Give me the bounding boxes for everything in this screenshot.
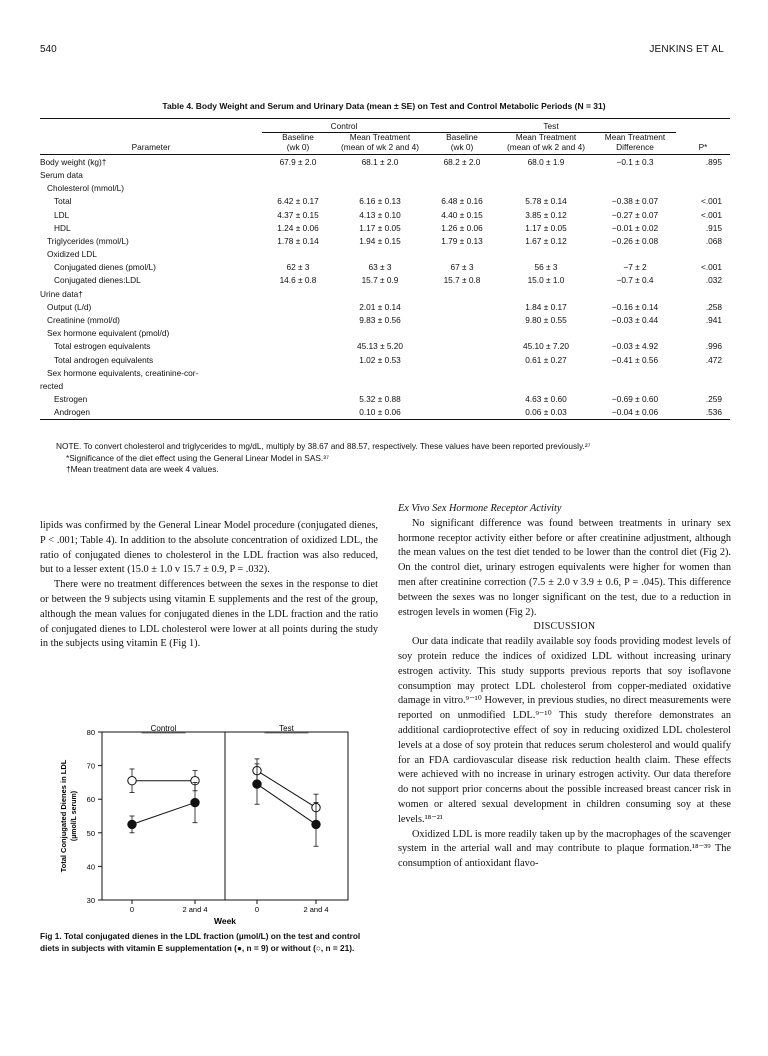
col-header-control-baseline: Baseline (wk 0) <box>282 132 314 152</box>
cell-test-mean: 0.61 ± 0.27 <box>525 354 567 365</box>
cell-difference <box>594 366 676 379</box>
y-axis-unit: (µmol/L serum) <box>71 790 78 842</box>
cell-test-baseline: 4.40 ± 0.15 <box>441 209 483 220</box>
row-label: Output (L/d) <box>47 301 92 312</box>
row-label: Serum data <box>40 169 83 180</box>
cell-test-baseline <box>426 313 498 326</box>
cell-p: .915 <box>705 222 723 233</box>
figure-1-chart <box>56 724 356 929</box>
cell-control-baseline: 6.42 ± 0.17 <box>277 196 319 207</box>
cell-test-mean: 68.0 ± 1.9 <box>527 156 565 167</box>
left-column-text <box>40 519 378 652</box>
page-number: 540 <box>40 44 57 55</box>
cell-control-mean: 1.02 ± 0.53 <box>359 354 401 365</box>
cell-p <box>676 366 730 379</box>
col-header-difference: Mean Treatment Difference <box>604 132 666 152</box>
cell-p <box>676 287 730 300</box>
cell-difference: −0.41 ± 0.56 <box>611 354 659 365</box>
cell-control-baseline <box>262 353 334 366</box>
cell-test-baseline: 1.79 ± 0.13 <box>441 235 483 246</box>
cell-control-baseline <box>262 182 334 195</box>
cell-control-baseline: 67.9 ± 2.0 <box>279 156 317 167</box>
cell-difference: −0.7 ± 0.4 <box>616 275 654 286</box>
cell-test-mean <box>498 287 594 300</box>
cell-p <box>676 327 730 340</box>
x-axis-label: Week <box>213 916 237 926</box>
cell-control-baseline: 1.78 ± 0.14 <box>277 235 319 246</box>
cell-test-baseline <box>426 327 498 340</box>
paragraph: Oxidized LDL is more readily taken up by the macrophages of the scavenger system in the arterial wall and may contribute to plaque formation.¹⁸⁻³⁹ The consumption of antioxidant flavo- <box>398 828 731 870</box>
cell-test-mean <box>498 366 594 379</box>
row-label: Triglycerides (mmol/L) <box>47 235 129 246</box>
cell-test-baseline: 6.48 ± 0.16 <box>441 196 483 207</box>
cell-test-mean: 4.63 ± 0.60 <box>525 394 567 405</box>
cell-test-baseline: 68.2 ± 2.0 <box>443 156 481 167</box>
cell-control-mean: 2.01 ± 0.14 <box>359 301 401 312</box>
table-row <box>40 221 730 234</box>
cell-test-baseline <box>426 287 498 300</box>
cell-test-baseline: 15.7 ± 0.8 <box>443 275 481 286</box>
running-head: JENKINS ET AL <box>649 44 724 55</box>
cell-control-baseline <box>262 327 334 340</box>
col-header-parameter: Parameter <box>131 141 171 152</box>
cell-test-mean <box>498 379 594 392</box>
cell-difference: −0.27 ± 0.07 <box>611 209 659 220</box>
cell-p: .472 <box>705 354 723 365</box>
table-notes <box>56 441 726 476</box>
cell-p: <.001 <box>701 209 723 220</box>
table-row <box>40 340 730 353</box>
table-row <box>40 234 730 247</box>
cell-difference: −0.16 ± 0.14 <box>611 301 659 312</box>
cell-control-mean: 68.1 ± 2.0 <box>361 156 399 167</box>
cell-difference <box>594 248 676 261</box>
cell-test-baseline <box>426 340 498 353</box>
row-label: Conjugated dienes (pmol/L) <box>54 262 156 273</box>
section-heading: DISCUSSION <box>533 621 596 633</box>
table-row <box>40 155 730 169</box>
row-label: Total androgen equivalents <box>54 354 154 365</box>
cell-difference <box>594 287 676 300</box>
cell-test-mean: 5.78 ± 0.14 <box>525 196 567 207</box>
group-header-test: Test <box>426 119 676 133</box>
cell-test-baseline <box>426 379 498 392</box>
cell-p <box>676 168 730 181</box>
cell-control-mean <box>334 379 426 392</box>
table-row <box>40 366 730 379</box>
group-header-control: Control <box>262 119 426 133</box>
row-label: Androgen <box>54 407 90 418</box>
cell-difference: −0.1 ± 0.3 <box>616 156 654 167</box>
table-footnote: †Mean treatment data are week 4 values. <box>66 464 219 474</box>
row-label: Creatinine (mmol/d) <box>47 315 120 326</box>
data-point-filled <box>253 780 261 788</box>
x-tick-label: 0 <box>254 905 260 914</box>
paragraph: lipids was confirmed by the General Linear Model procedure (conjugated dienes, P < .001; Table 4). In addition to the absolute concentration of oxidized LDL, the ratio of conjugated dienes to cholesterol in the LDL fraction was also reduced, but to a lesser extent (15.0 ± 1.0 v 15.7 ± 0.9, P = .032). <box>40 520 378 576</box>
table-row <box>40 406 730 420</box>
col-header-p: P* <box>698 141 708 152</box>
data-point-filled <box>191 798 199 806</box>
cell-control-baseline: 62 ± 3 <box>286 262 310 273</box>
col-header-test-baseline: Baseline (wk 0) <box>446 132 478 152</box>
cell-control-baseline: 1.24 ± 0.06 <box>277 222 319 233</box>
cell-control-baseline <box>262 366 334 379</box>
cell-control-baseline <box>262 379 334 392</box>
cell-control-mean: 45.13 ± 5.20 <box>356 341 404 352</box>
series-line-filled <box>132 803 195 825</box>
data-point-open <box>128 777 136 785</box>
row-label: Cholesterol (mmol/L) <box>47 183 124 194</box>
cell-difference <box>594 182 676 195</box>
table-row <box>40 261 730 274</box>
cell-difference <box>594 327 676 340</box>
cell-test-mean: 45.10 ± 7.20 <box>522 341 570 352</box>
cell-control-mean <box>334 182 426 195</box>
y-axis-label: Total Conjugated Dienes in LDL <box>59 759 68 873</box>
cell-p <box>676 379 730 392</box>
table-caption: Table 4. Body Weight and Serum and Urinary Data (mean ± SE) on Test and Control Metabolic Periods (N = 31) <box>162 101 606 111</box>
col-header-test-mean: Mean Treatment (mean of wk 2 and 4) <box>507 132 585 152</box>
cell-p <box>676 182 730 195</box>
cell-control-mean <box>334 248 426 261</box>
cell-p: .258 <box>705 301 723 312</box>
table-row <box>40 287 730 300</box>
cell-control-baseline <box>262 300 334 313</box>
paragraph: Our data indicate that readily available soy foods providing modest levels of soy protein reduce the indices of oxidized LDL without increasing urinary estrogen activity. This study supports previous reports that soy isoflavone consumption may protect LDL cholesterol from copper-mediated oxidative damage in vitro.⁹⁻¹⁰ However, in previous studies, no direct measurements were reported on unmodified LDL.⁹⁻¹⁰ This study therefore demonstrates an additional cardioprotective effect of soy in reducing oxidized LDL cholesterol levels at a dose of soy protein that reduces serum cholesterol and would qualify for an FDA cardiovascular disease risk reduction health claim. These effects were achieved with no increase in urinary estrogen activity. Our data therefore do not support prior concerns about the possible increased breast cancer risk in women or altered sexual development in children consuming soy at these levels.¹⁸⁻²¹ <box>398 636 731 825</box>
panel-title-control: Control <box>150 724 177 733</box>
cell-test-mean <box>498 168 594 181</box>
cell-test-baseline <box>426 168 498 181</box>
table-row <box>40 300 730 313</box>
cell-test-mean <box>498 327 594 340</box>
cell-p: .536 <box>705 407 723 418</box>
row-label: Total <box>54 196 72 207</box>
cell-p: .068 <box>705 235 723 246</box>
cell-difference: −0.01 ± 0.02 <box>611 222 659 233</box>
cell-control-mean <box>334 327 426 340</box>
y-tick-label: 70 <box>86 761 95 771</box>
y-tick-label: 80 <box>86 728 95 737</box>
table-row <box>40 379 730 392</box>
cell-control-baseline <box>262 168 334 181</box>
cell-test-baseline <box>426 366 498 379</box>
table-row <box>40 313 730 326</box>
cell-difference <box>594 379 676 392</box>
cell-p: .032 <box>705 275 723 286</box>
cell-difference: −0.26 ± 0.08 <box>611 235 659 246</box>
cell-difference <box>594 168 676 181</box>
x-tick-label: 2 and 4 <box>182 905 208 914</box>
series-line-open <box>257 771 316 808</box>
section-subheading: Ex Vivo Sex Hormone Receptor Activity <box>398 503 562 514</box>
cell-test-mean <box>498 182 594 195</box>
table-row <box>40 168 730 181</box>
row-label: Sex hormone equivalent (pmol/d) <box>47 328 170 339</box>
cell-p: <.001 <box>701 196 723 207</box>
cell-p: .895 <box>705 156 723 167</box>
cell-test-mean: 1.84 ± 0.17 <box>525 301 567 312</box>
cell-test-baseline <box>426 353 498 366</box>
cell-control-mean <box>334 366 426 379</box>
cell-control-baseline <box>262 340 334 353</box>
cell-test-mean: 0.06 ± 0.03 <box>525 407 567 418</box>
cell-test-mean: 1.17 ± 0.05 <box>525 222 567 233</box>
cell-difference: −0.03 ± 0.44 <box>611 315 659 326</box>
paragraph: There were no treatment differences between the sexes in the response to diet or between the 9 subjects using vitamin E supplements and the rest of the group, although the mean values for conjugated dienes in the LDL fraction and the ratio of conjugated dienes to LDL cholesterol were lower at all points during the study in the subjects using vitamin E (Fig 1). <box>40 579 378 650</box>
table-footnote: *Significance of the diet effect using the General Linear Model in SAS.³⁷ <box>66 452 329 463</box>
table-row <box>40 182 730 195</box>
cell-control-baseline <box>262 406 334 420</box>
x-tick-label: 0 <box>129 905 135 914</box>
series-line-filled <box>257 784 316 824</box>
cell-test-baseline <box>426 182 498 195</box>
cell-test-baseline: 1.26 ± 0.06 <box>441 222 483 233</box>
row-label: Sex hormone equivalents, creatinine-cor- <box>47 367 199 378</box>
cell-test-baseline: 67 ± 3 <box>450 262 474 273</box>
paragraph: No significant difference was found between treatments in urinary sex hormone receptor activity either before or after creatinine adjustment, although the mean values on the test diet tended to be lower than the control diet (Fig 2). On the control diet, urinary estrogen equivalents were higher for women than men after creatinine correction (7.5 ± 2.0 v 3.9 ± 0.6, P = .045). This difference between the sexes was no longer significant on the test, due to a reduction in estrogen levels in women (Fig 2). <box>398 517 731 618</box>
cell-difference: −0.69 ± 0.60 <box>611 394 659 405</box>
cell-control-mean <box>334 287 426 300</box>
table-note: NOTE. To convert cholesterol and triglycerides to mg/dL, multiply by 38.67 and 88.57, respectively. These values have been reported previously.²⁷ <box>56 441 591 451</box>
data-point-filled <box>128 820 136 828</box>
cell-test-baseline <box>426 300 498 313</box>
cell-control-mean: 1.94 ± 0.15 <box>359 235 401 246</box>
cell-test-mean: 9.80 ± 0.55 <box>525 315 567 326</box>
row-label: Urine data† <box>40 288 83 299</box>
cell-control-mean: 15.7 ± 0.9 <box>361 275 399 286</box>
x-tick-label: 2 and 4 <box>303 905 329 914</box>
table-row <box>40 248 730 261</box>
data-table <box>40 118 730 420</box>
cell-control-mean: 5.32 ± 0.88 <box>359 394 401 405</box>
panel-title-test: Test <box>279 724 294 733</box>
row-label: Estrogen <box>54 394 88 405</box>
cell-control-mean: 1.17 ± 0.05 <box>359 222 401 233</box>
table-row <box>40 274 730 287</box>
row-label: rected <box>40 380 64 391</box>
table-row <box>40 327 730 340</box>
cell-control-mean: 4.13 ± 0.10 <box>359 209 401 220</box>
col-header-control-mean: Mean Treatment (mean of wk 2 and 4) <box>341 132 419 152</box>
cell-p <box>676 248 730 261</box>
cell-test-mean: 15.0 ± 1.0 <box>527 275 565 286</box>
row-label: HDL <box>54 222 71 233</box>
cell-control-baseline <box>262 287 334 300</box>
cell-test-mean: 56 ± 3 <box>534 262 558 273</box>
cell-difference: −0.03 ± 4.92 <box>611 341 659 352</box>
right-column-text <box>398 502 731 872</box>
table-row <box>40 208 730 221</box>
cell-control-baseline: 4.37 ± 0.15 <box>277 209 319 220</box>
cell-control-mean: 9.83 ± 0.56 <box>359 315 401 326</box>
cell-difference: −0.38 ± 0.07 <box>611 196 659 207</box>
row-label: Total estrogen equivalents <box>54 341 151 352</box>
cell-test-baseline <box>426 248 498 261</box>
y-tick-label: 40 <box>86 862 95 872</box>
cell-control-baseline <box>262 313 334 326</box>
y-tick-label: 50 <box>86 828 95 838</box>
row-label: Body weight (kg)† <box>40 156 107 167</box>
cell-p: .259 <box>705 394 723 405</box>
cell-test-baseline <box>426 393 498 406</box>
cell-control-mean: 63 ± 3 <box>368 262 392 273</box>
table-row <box>40 353 730 366</box>
cell-test-mean: 3.85 ± 0.12 <box>525 209 567 220</box>
cell-difference: −0.04 ± 0.06 <box>611 407 659 418</box>
cell-test-mean <box>498 248 594 261</box>
cell-control-mean: 0.10 ± 0.06 <box>359 407 401 418</box>
cell-control-baseline: 14.6 ± 0.8 <box>279 275 317 286</box>
table-row <box>40 195 730 208</box>
figure-caption: Fig 1. Total conjugated dienes in the LDL fraction (µmol/L) on the test and control diets in subjects with vitamin E supplementation (●, n = 9) or without (○, n = 21). <box>40 931 361 953</box>
row-label: Oxidized LDL <box>47 249 97 260</box>
cell-p: <.001 <box>701 262 723 273</box>
cell-control-mean: 6.16 ± 0.13 <box>359 196 401 207</box>
row-label: LDL <box>54 209 70 220</box>
y-tick-label: 30 <box>86 896 95 905</box>
row-label: Conjugated dienes:LDL <box>54 275 141 286</box>
cell-control-baseline <box>262 393 334 406</box>
data-point-filled <box>312 820 320 828</box>
cell-difference: −7 ± 2 <box>623 262 647 273</box>
cell-control-baseline <box>262 248 334 261</box>
cell-p: .996 <box>705 341 723 352</box>
cell-p: .941 <box>705 315 723 326</box>
cell-test-baseline <box>426 406 498 420</box>
table-row <box>40 393 730 406</box>
cell-test-mean: 1.67 ± 0.12 <box>525 235 567 246</box>
cell-control-mean <box>334 168 426 181</box>
y-tick-label: 60 <box>86 795 95 805</box>
